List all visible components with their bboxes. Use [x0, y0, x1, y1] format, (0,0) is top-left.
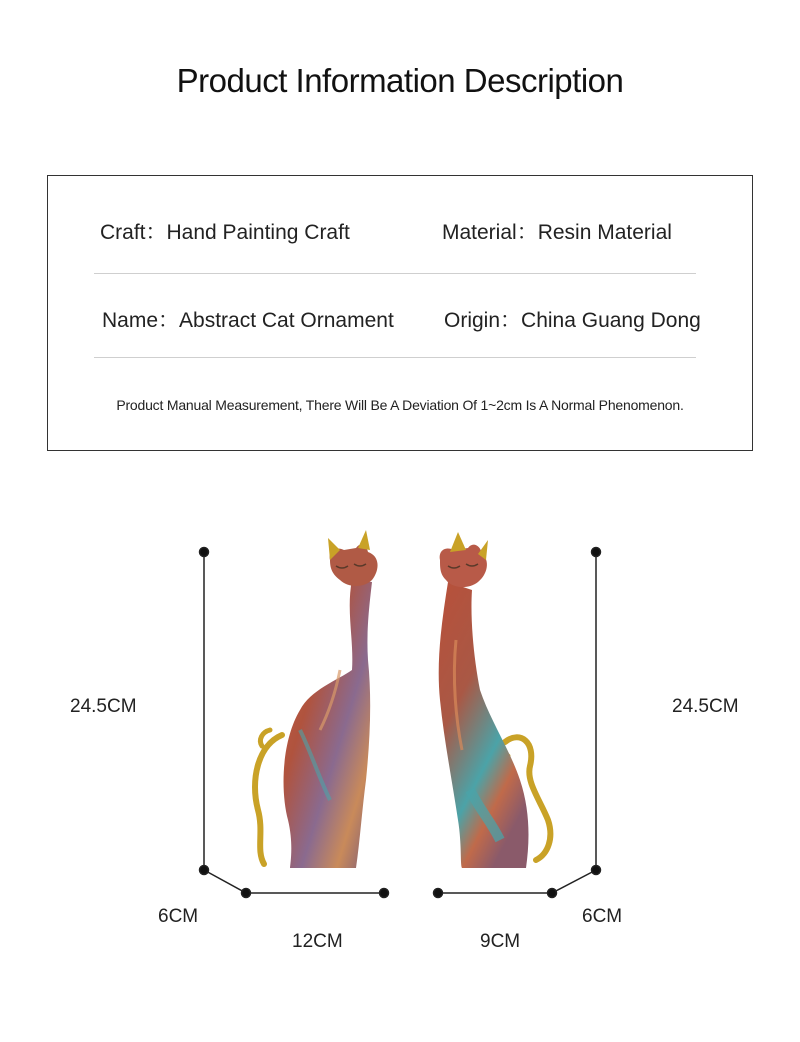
craft-label: Craft： — [100, 221, 167, 244]
origin-value: China Guang Dong — [521, 309, 701, 332]
dimension-diagram — [0, 520, 800, 980]
right-depth-label: 6CM — [582, 906, 623, 927]
right-width-label: 9CM — [480, 931, 521, 952]
name-value: Abstract Cat Ornament — [179, 309, 394, 332]
material-value: Resin Material — [537, 221, 672, 244]
craft-field — [100, 216, 350, 246]
measurement-note: Product Manual Measurement, There Will Be A Deviation Of 1~2cm Is A Normal Phenomenon. — [116, 397, 684, 413]
name-field — [102, 304, 394, 334]
left-depth-label: 6CM — [158, 906, 199, 927]
origin-field — [444, 304, 701, 334]
product-info-table — [47, 175, 753, 451]
right-cat-figurine — [439, 532, 551, 868]
left-width-label: 12CM — [292, 931, 343, 952]
left-cat-figurine — [255, 530, 378, 868]
origin-label: Origin： — [444, 309, 522, 332]
craft-value: Hand Painting Craft — [166, 221, 350, 244]
name-label: Name： — [102, 309, 180, 332]
left-height-label: 24.5CM — [70, 696, 137, 717]
material-field — [442, 216, 672, 246]
cat-figurines-illustration — [0, 520, 800, 980]
divider — [94, 273, 696, 274]
right-height-label: 24.5CM — [672, 696, 739, 717]
divider — [94, 357, 696, 358]
page-title: Product Information Description — [176, 62, 624, 99]
material-label: Material： — [442, 221, 538, 244]
